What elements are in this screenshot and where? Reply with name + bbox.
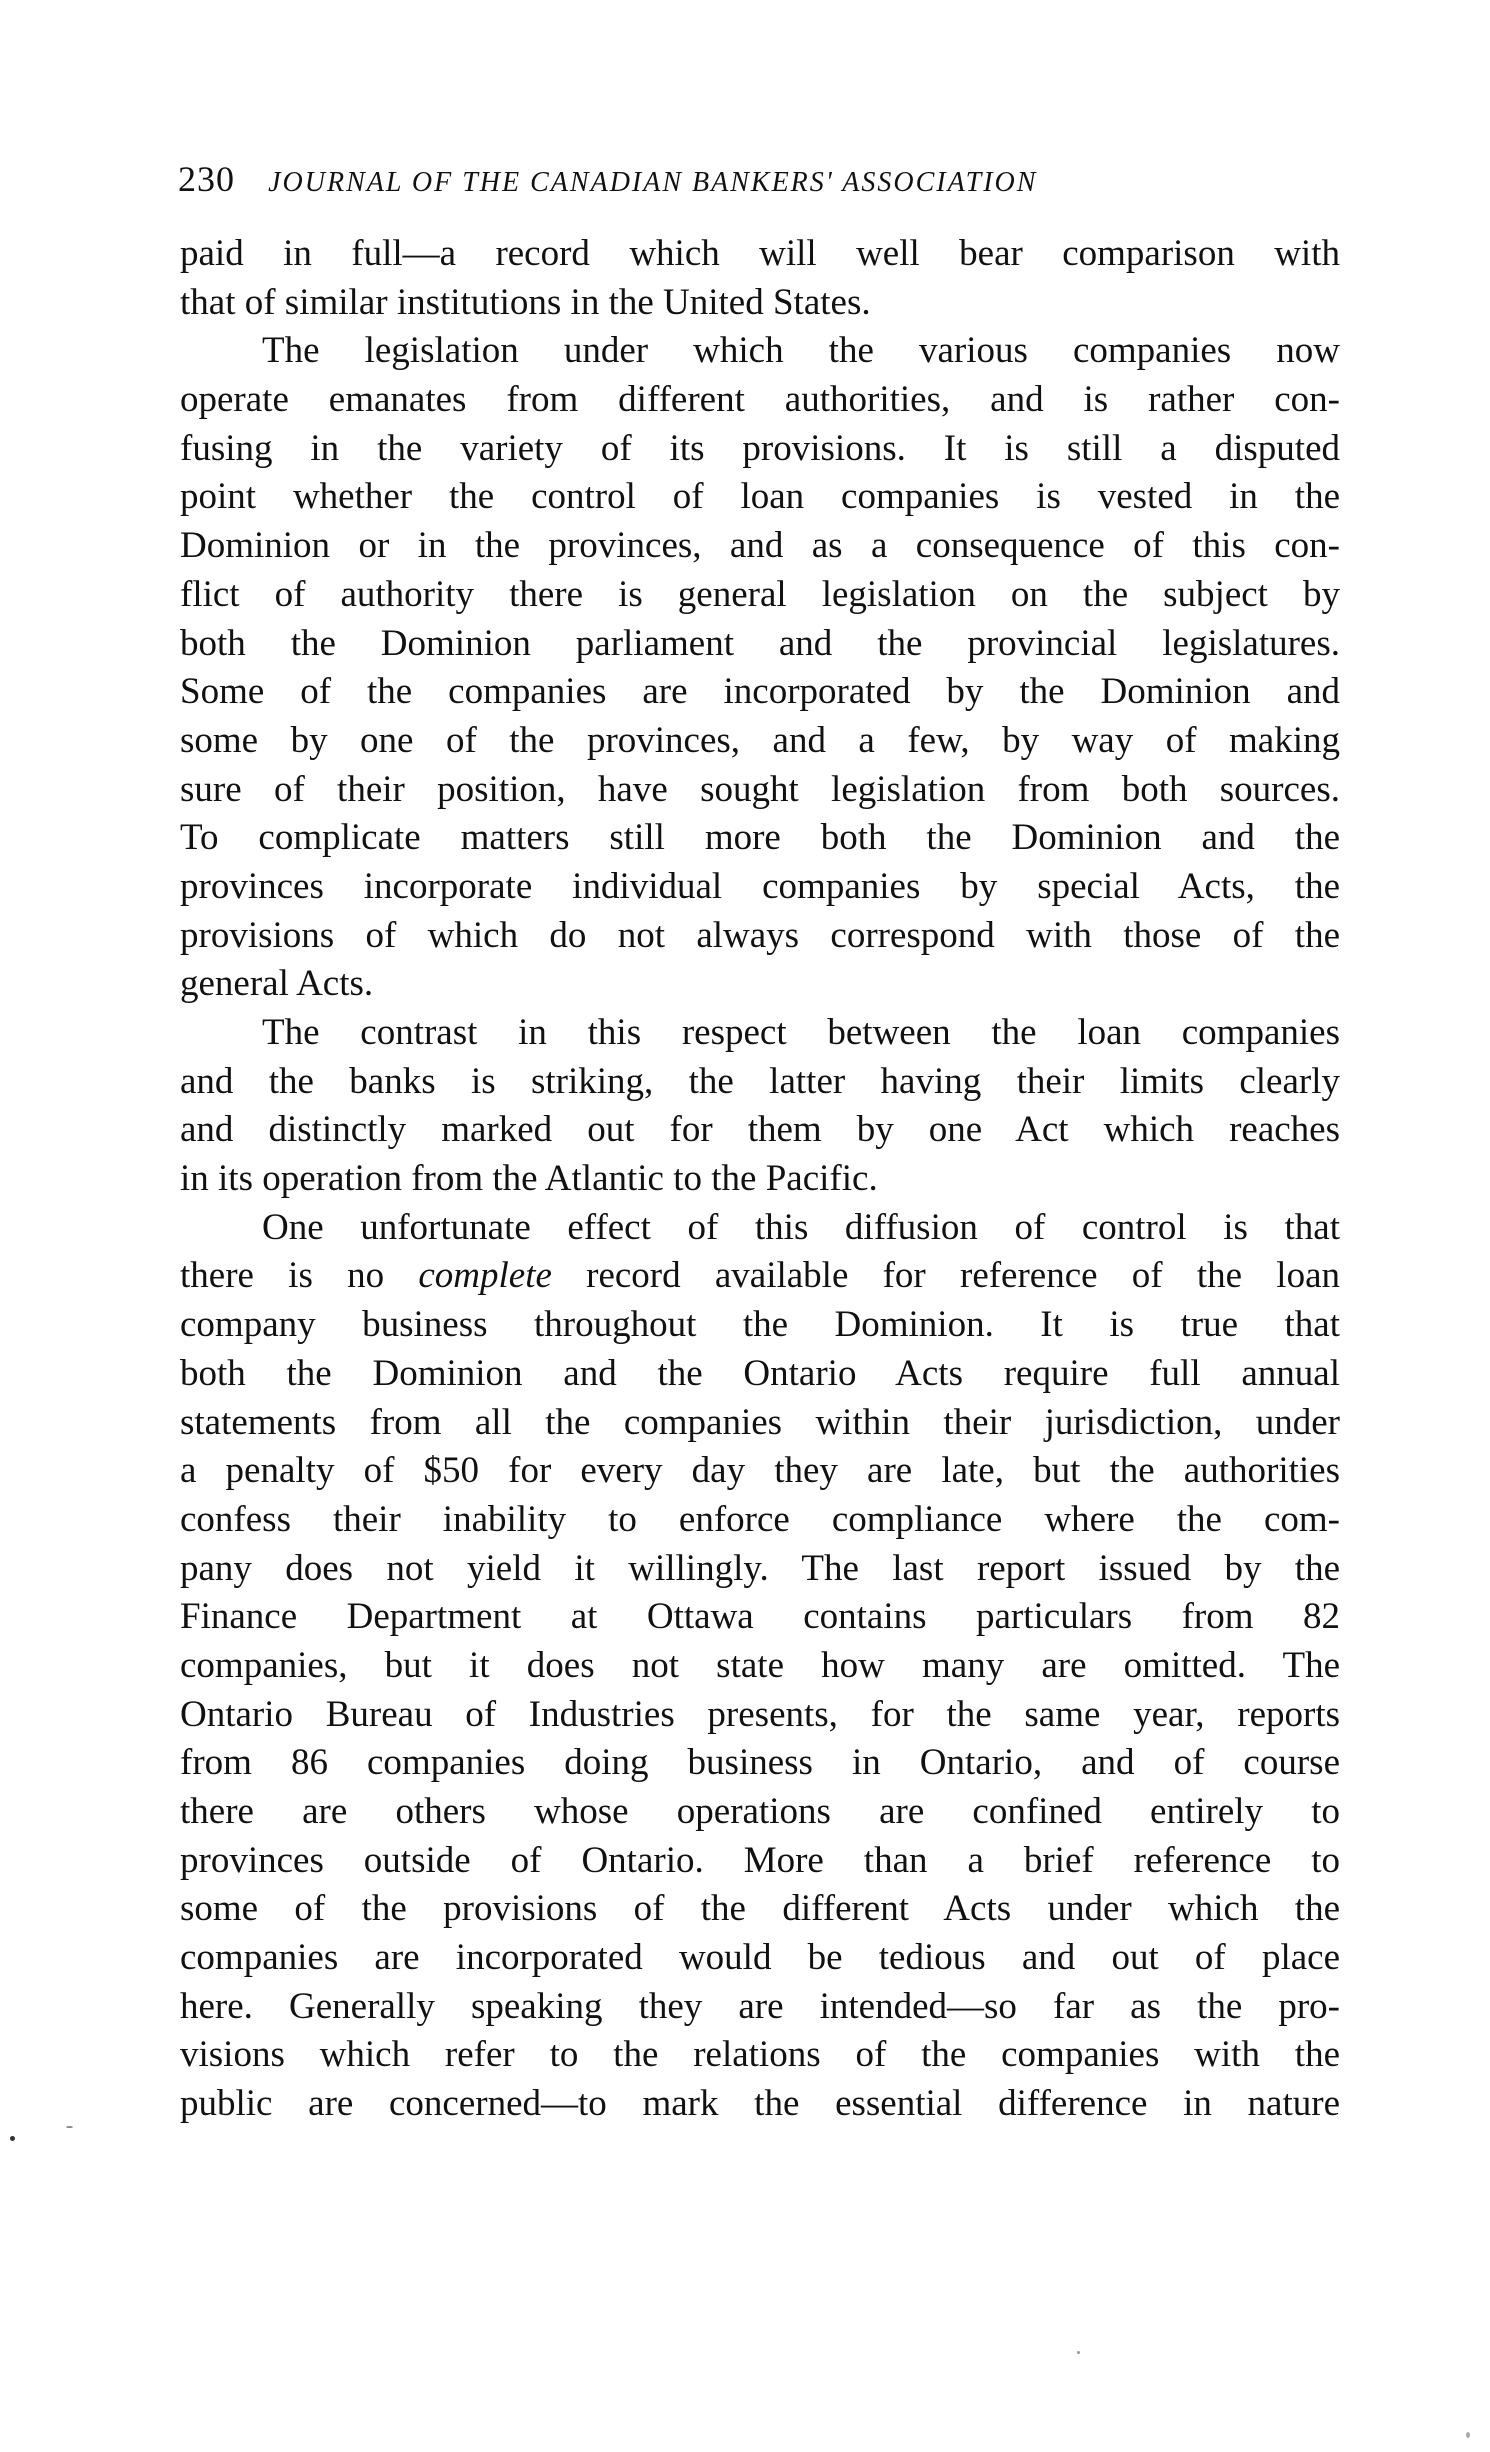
page-header (178, 158, 1338, 204)
page-number: 230 (178, 159, 235, 199)
text-line: there are others whose operations are confined entirely to (180, 1791, 1340, 1832)
body-text (180, 230, 1340, 2129)
emphasized-word: complete (418, 1255, 552, 1297)
scan-speck (10, 2136, 15, 2141)
text-line: companies are incorporated would be tedious and out of place (180, 1937, 1340, 1979)
text-line: from 86 companies doing business in Ontario, and of course (180, 1742, 1340, 1784)
text-line: confess their inability to enforce compliance where the com- (180, 1498, 1340, 1540)
line-text-before-emphasis: there is no (180, 1255, 419, 1297)
paragraph-first-line: One unfortunate effect of this diffusion of control is that (262, 1206, 1340, 1248)
text-line: and the banks is striking, the latter having their limits clearly (180, 1060, 1340, 1102)
scan-speck (1077, 2351, 1080, 2354)
text-line: provinces outside of Ontario. More than a brief reference to (180, 1839, 1340, 1881)
text-line: To complicate matters still more both the Dominion and the (180, 817, 1340, 859)
text-line: statements from all the companies within their jurisdiction, under (180, 1401, 1340, 1443)
text-line: Some of the companies are incorporated by the Dominion and (180, 671, 1340, 713)
text-line: operate emanates from different authorities, and is rather con- (180, 379, 1340, 421)
text-line: Finance Department at Ottawa contains particulars from 82 (180, 1596, 1340, 1638)
text-line: paid in full—a record which will well bear comparison with (180, 233, 1340, 274)
text-line: Dominion or in the provinces, and as a consequence of this con- (180, 525, 1340, 567)
paragraph-first-line: The contrast in this respect between the loan companies (262, 1012, 1340, 1053)
text-line: provisions of which do not always correspond with those of the (180, 914, 1340, 956)
text-line: both the Dominion and the Ontario Acts require full annual (180, 1352, 1340, 1394)
text-line: visions which refer to the relations of the companies with the (180, 2034, 1340, 2076)
text-line: general Acts. (180, 963, 374, 1005)
text-line: fusing in the variety of its provisions. It is still a disputed (180, 427, 1340, 469)
scan-speck (1466, 2432, 1470, 2438)
text-line: some by one of the provinces, and a few, by way of making (180, 719, 1340, 761)
text-line: and distinctly marked out for them by one Act which reaches (180, 1109, 1340, 1151)
text-line: provinces incorporate individual companies by special Acts, the (180, 865, 1340, 907)
text-line: Ontario Bureau of Industries presents, for the same year, reports (180, 1693, 1340, 1735)
text-line: in its operation from the Atlantic to the Pacific. (180, 1158, 878, 1200)
text-line: some of the provisions of the different Acts under which the (180, 1888, 1340, 1930)
scan-speck (66, 2126, 73, 2128)
text-line: companies, but it does not state how many are omitted. The (180, 1644, 1340, 1686)
text-line: sure of their position, have sought legislation from both sources. (180, 768, 1340, 810)
text-line: flict of authority there is general legislation on the subject by (180, 573, 1340, 615)
text-line: here. Generally speaking they are intended—so far as the pro- (180, 1985, 1340, 2027)
text-line: pany does not yield it willingly. The last report issued by the (180, 1547, 1340, 1589)
text-line: a penalty of $50 for every day they are late, but the authorities (180, 1450, 1340, 1492)
running-title: JOURNAL OF THE CANADIAN BANKERS' ASSOCIATION (268, 167, 1038, 198)
text-line: public are concerned—to mark the essential difference in nature (180, 2083, 1340, 2125)
line-text-after-emphasis: record available for reference of the loan (551, 1255, 1341, 1297)
paragraph-first-line: The legislation under which the various companies now (262, 330, 1340, 372)
text-line: both the Dominion parliament and the provincial legislatures. (180, 622, 1340, 664)
text-line: point whether the control of loan companies is vested in the (180, 476, 1340, 518)
text-line: company business throughout the Dominion. It is true that (180, 1304, 1340, 1346)
text-line: that of similar institutions in the United States. (180, 281, 871, 323)
text-line-with-emphasis (180, 1252, 1340, 1301)
